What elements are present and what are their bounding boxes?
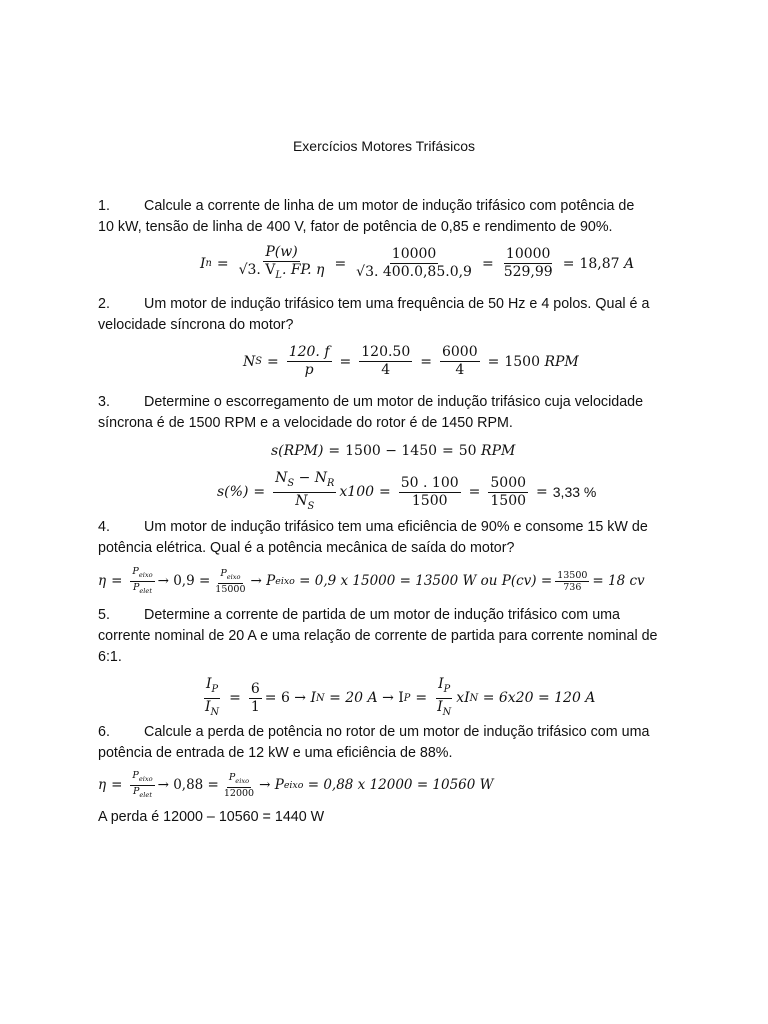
question-text-line1: Calcule a corrente de linha de um motor de indução trifásico com potência de: [144, 198, 635, 214]
question-text-line1: Determine o escorregamento de um motor de indução trifásico cuja velocidade: [144, 394, 644, 410]
question-text-rest: síncrona é de 1500 RPM e a velocidade do rotor é de 1450 RPM.: [98, 415, 513, 431]
fraction: $\frac{P_{eixo}}{P_{elet}}$: [132, 770, 153, 799]
question-text-line1: Determine a corrente de partida de um motor de indução trifásico com uma: [144, 607, 620, 623]
fraction: $\frac{5000}{1500}$: [490, 474, 527, 509]
equation-2: N S = $\frac{120. f}{p}$ = $\frac{120.50}{4}$ = $\frac{6000}{4}$ = 1500 RPM: [243, 344, 579, 378]
fraction: $\frac{6}{1}$: [250, 680, 260, 715]
fraction: $\frac{13500}{736}$: [557, 569, 588, 593]
question-text-rest: potência de entrada de 12 kW e uma eficiência de 88%.: [98, 745, 453, 761]
equation-5: $\frac{I_P}{I_N}$ = $\frac{6}{1}$ = 6 → I N = 20 A → I P = $\frac{I_P}{I_N}$ xI N = 6x20 = 120 A: [200, 676, 595, 721]
fraction: $\frac{P(w)}{√3. V_L. FP. \eta}$: [238, 244, 325, 281]
question-number: 2.: [98, 296, 110, 312]
question-text-rest: corrente nominal de 20 A e uma relação de corrente de partida para corrente nominal de 6:1.: [98, 628, 658, 665]
question-1: [98, 196, 678, 238]
question-text-rest: 10 kW, tensão de linha de 400 V, fator de potência de 0,85 e rendimento de 90%.: [98, 219, 613, 235]
fraction: $\frac{120.50}{4}$: [361, 344, 411, 378]
question-text-line1: Um motor de indução trifásico tem uma frequência de 50 Hz e 4 polos. Qual é a: [144, 296, 650, 312]
question-number: 1.: [98, 198, 110, 214]
fraction: $\frac{I_P}{I_N}$: [205, 676, 220, 718]
question-text-line1: Calcule a perda de potência no rotor de um motor de indução trifásico com uma: [144, 724, 650, 740]
page-title: Exercícios Motores Trifásicos: [292, 138, 476, 154]
fraction: $\frac{50 . 100}{1500}$: [400, 474, 459, 509]
fraction: $\frac{6000}{4}$: [441, 344, 478, 378]
equation-4: η = $\frac{P_{eixo}}{P_{elet}}$ → 0,9 = $\frac{P_{eixo}}{15000}$ → P eixo = 0,9 x 15000 = 13500 W ou P(cv) = $\frac{13500}{736}$ = 18 cv: [98, 566, 645, 595]
question-2: [98, 294, 678, 336]
fraction: $\frac{I_P}{I_N}$: [437, 676, 452, 718]
conclusion-text: A perda é 12000 – 10560 = 1440 W: [98, 809, 325, 825]
question-number: 6.: [98, 724, 110, 740]
question-6: [98, 722, 678, 764]
equation-3b: s(%) = $\frac{N_S - N_R}{N_S}$ x100 = $\frac{50 . 100}{1500}$ = $\frac{5000}{1500}$ = 3,33 %: [217, 470, 596, 515]
question-text-line1: Um motor de indução trifásico tem uma eficiência de 90% e consome 15 kW de: [144, 519, 648, 535]
equation-1: I n = $\frac{P(w)}{√3. V_L. FP. \eta}$ = $\frac{10000}{√3. 400.0,85.0,9}$ = $\frac{10000}{529,99}$ = 18,87 A: [200, 244, 634, 284]
question-text-rest: velocidade síncrona do motor?: [98, 317, 294, 333]
fraction: $\frac{P_{eixo}}{15000}$: [215, 567, 246, 595]
question-number: 5.: [98, 607, 110, 623]
fraction: $\frac{P_{eixo}}{P_{elet}}$: [132, 566, 153, 595]
fraction: $\frac{P_{eixo}}{12000}$: [223, 771, 255, 799]
question-number: 4.: [98, 519, 110, 535]
fraction: $\frac{120. f}{p}$: [288, 344, 330, 378]
fraction: $\frac{10000}{529,99}$: [503, 246, 553, 281]
fraction: $\frac{10000}{√3. 400.0,85.0,9}$: [356, 246, 472, 281]
fraction: $\frac{N_S - N_R}{N_S}$: [275, 470, 335, 512]
question-3: [98, 392, 678, 434]
question-5: [98, 605, 678, 668]
equation-3a: s(RPM) = 1500 − 1450 = 50 RPM: [271, 443, 516, 459]
question-4: [98, 517, 678, 559]
question-number: 3.: [98, 394, 110, 410]
question-text-rest: potência elétrica. Qual é a potência mecânica de saída do motor?: [98, 540, 515, 556]
equation-6: η = $\frac{P_{eixo}}{P_{elet}}$ → 0,88 = $\frac{P_{eixo}}{12000}$ → P eixo = 0,88 x 12000 = 10560 W: [98, 770, 494, 799]
